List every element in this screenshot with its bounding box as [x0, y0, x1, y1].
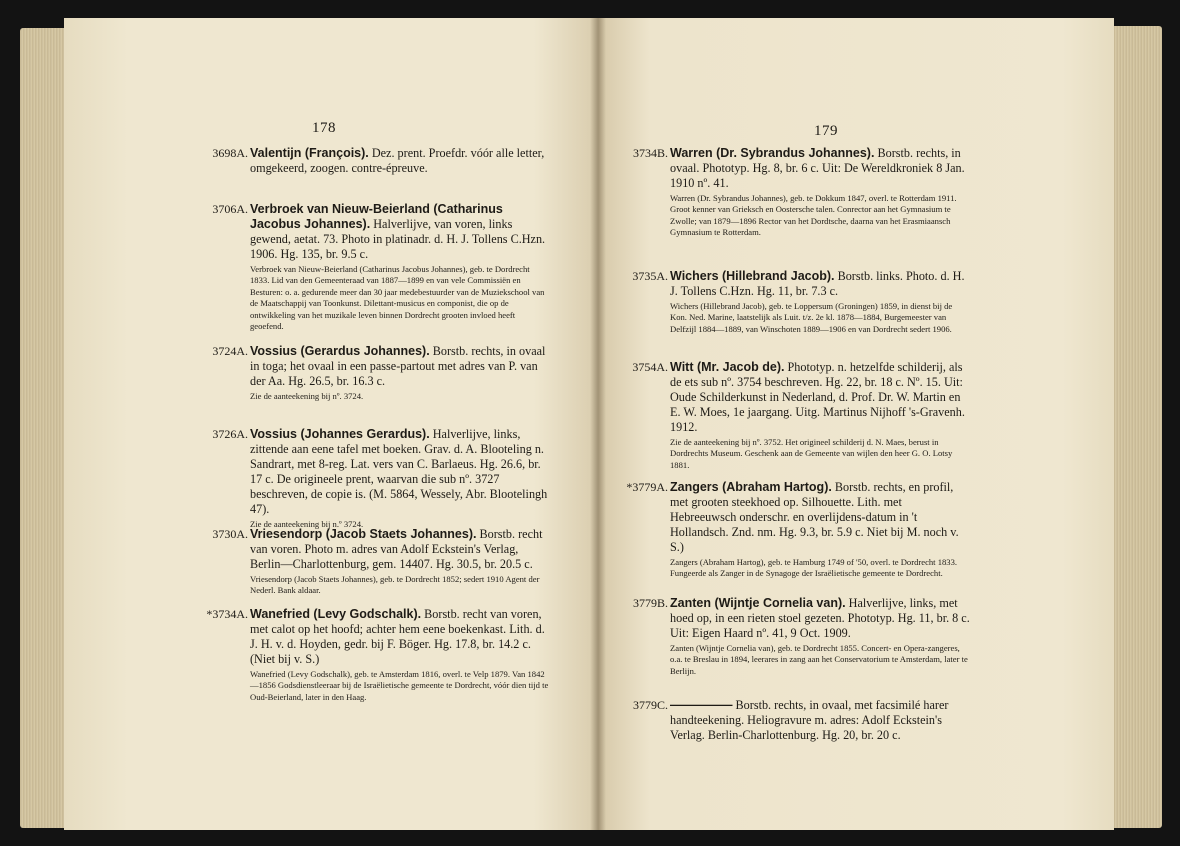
entry-body: Halverlijve, van voren, links gewend, aetat. 73. Photo in platinadr. d. H. J. Tollens C.Hzn. 1906. Hg. 135, br. 9.5 c. [250, 217, 546, 261]
entry-body: Borstb. rechts, in ovaal, met facsimilé harer handteekening. Heliogravure m. adres: Adolf Eckstein's Verlag. Berlin-Charlottenburg. Hg. 20, br. 20 c. [670, 698, 949, 742]
entry-note: Zanten (Wijntje Cornelia van), geb. te Dordrecht 1855. Concert- en Opera-zangeres, o.a. te Breslau in 1894, leerares in zang aan het Conservatorium te Amsterdam, later te Berlijn. [670, 643, 968, 676]
entry-head: Vossius (Gerardus Johannes). [250, 344, 430, 358]
catalog-entry [206, 607, 550, 703]
entry-head: Warren (Dr. Sybrandus Johannes). [670, 146, 875, 160]
entry-head: Vriesendorp (Jacob Staets Johannes). [250, 527, 477, 541]
right-page-edges [1112, 26, 1162, 828]
entry-body: Borstb. rechts, in ovaal. Phototyp. Hg. 8, br. 6 c. Uit: De Wereldkroniek 8 Jan. 1910 nº. 41. [670, 146, 965, 190]
entry-note: Vriesendorp (Jacob Staets Johannes), geb. te Dordrecht 1852; sedert 1910 Agent der Nederl. Bank aldaar. [250, 574, 540, 596]
catalog-entry [632, 360, 970, 471]
entry-number: 3726A. [212, 427, 248, 441]
entry-head: Wanefried (Levy Godschalk). [250, 607, 422, 621]
entry-note: Warren (Dr. Sybrandus Johannes), geb. te Dokkum 1847, overl. te Rotterdam 1911. Groot kenner van Grieksch en Oostersche talen. Conrector aan het Gymnasium te Zwolle; van 1879—1896 Rector van het Dordtsche, daarna van het Erasmiaansch Gymnasium te Rotterdam. [670, 193, 957, 238]
entry-note: Zie de aanteekening bij nº. 3724. [250, 391, 364, 401]
catalog-entry [212, 202, 550, 332]
entry-body: Halverlijve, links, met hoed op, in een rieten stoel gezeten. Phototyp. Hg. 11, br. 8 c. Uit: Eigen Haard nº. 41, 9 Oct. 1909. [670, 596, 970, 640]
entry-number: *3734A. [206, 607, 248, 621]
catalog-entry [212, 146, 550, 176]
entry-head: Vossius (Johannes Gerardus). [250, 427, 430, 441]
entry-number: 3706A. [212, 202, 248, 216]
catalog-entry [212, 427, 550, 530]
entry-note: Zie de aanteekening bij n.º 3724. [250, 519, 364, 529]
entry-body: Borstb. rechts, en profil, met grooten steekhoed op. Silhouette. Lith. met Hebreeuwsch onderschr. en overlijdens-datum in 't Hollandsch. Znd. nm. Hg. 9.3, br. 5.9 c. Niet bij M. noch v. S.) [670, 480, 959, 554]
entry-head: Zangers (Abraham Hartog). [670, 480, 832, 494]
book-gutter [590, 18, 606, 830]
entry-note: Verbroek van Nieuw-Beierland (Catharinus Jacobus Johannes), geb. te Dordrecht 1833. Lid van den Gemeenteraad van 1887—1899 en van vele Commissiën en Besturen: o. a. gedurende meer dan 30 jaar medebestuurder van de Muziekschool van de Maatschappij van Toonkunst. Dilettant-musicus en componist, die op de ontwikkeling van het muzikale leven binnen Dordrecht grooten invloed heeft geoefend. [250, 264, 545, 332]
entry-head: ————— [670, 698, 733, 712]
entry-body: Borstb. recht van voren. Photo m. adres van Adolf Eckstein's Verlag, Berlin—Charlottenburg, gem. 14407. Hg. 30.5, br. 20.5 c. [250, 527, 543, 571]
entry-body: Borstb. rechts, in ovaal in toga; het ovaal in een passe-partout met adres van P. van der Aa. Hg. 26.5, br. 16.3 c. [250, 344, 546, 388]
entry-number: 3779B. [632, 596, 668, 610]
left-page [64, 18, 598, 830]
page-number: 178 [312, 120, 336, 136]
entry-number: 3735A. [632, 269, 668, 283]
entry-number: *3779A. [626, 480, 668, 494]
entry-number: 3730A. [212, 527, 248, 541]
entry-head: Valentijn (François). [250, 146, 369, 160]
entry-number: 3724A. [212, 344, 248, 358]
page-number: 179 [814, 123, 838, 139]
entry-head: Wichers (Hillebrand Jacob). [670, 269, 835, 283]
right-page [598, 18, 1114, 830]
catalog-entry [212, 527, 550, 597]
entry-head: Witt (Mr. Jacob de). [670, 360, 785, 374]
entry-number: 3734B. [632, 146, 668, 160]
entry-head: Verbroek van Nieuw-Beierland (Catharinus Jacobus Johannes). [250, 202, 503, 231]
entry-body: Halverlijve, links, zittende aan eene tafel met boeken. Grav. d. A. Blooteling n. Sandrart, met 8-reg. Lat. vers van C. Barlaeus. Hg. 26.6, br. 17 c. De origineele prent, waarvan die sub nº. 3727 beschreven, de copie is. (M. 5864, Wessely, Abr. Blootelingh 47). [250, 427, 548, 516]
catalog-entry [632, 269, 970, 335]
catalog-entry [632, 698, 970, 743]
catalog-entry [212, 344, 550, 402]
entry-head: Zanten (Wijntje Cornelia van). [670, 596, 846, 610]
entry-note: Wanefried (Levy Godschalk), geb. te Amsterdam 1816, overl. te Velp 1879. Van 1842—1856 Godsdienstleeraar bij de Israëlietische gemeente te Dordrecht, vóór dien tijd te Oud-Beierland, later in den Haag. [250, 669, 549, 702]
entry-number: 3754A. [632, 360, 668, 374]
catalog-entry [626, 480, 970, 580]
entry-body: Borstb. links. Photo. d. H. J. Tollens C.Hzn. Hg. 11, br. 7.3 c. [670, 269, 965, 298]
entry-note: Wichers (Hillebrand Jacob), geb. te Loppersum (Groningen) 1859, in dienst bij de Kon. Ned. Marine, laatstelijk als Luit. t/z. 2e kl. 1878—1884, Burgemeester van Delfzijl 1884—1889, van Winschoten 1889—1906 en van Dordrecht sedert 1906. [670, 301, 953, 334]
entry-body: Dez. prent. Proefdr. vóór alle letter, omgekeerd, zoogen. contre-épreuve. [250, 146, 545, 175]
catalog-entry [632, 146, 970, 239]
entry-body: Borstb. recht van voren, met calot op het hoofd; achter hem eene boekenkast. Lith. d. J. H. v. d. Hoyden, gedr. bij F. Böger. Hg. 17.8, br. 14.2 c. (Niet bij v. S.) [250, 607, 545, 666]
entry-note: Zie de aanteekening bij nº. 3752. Het origineel schilderij d. N. Maes, berust in Dordrechts Museum. Geschenk aan de Gemeente van wijlen den heer G. O. Lotsy 1881. [670, 437, 953, 470]
entry-number: 3779C. [632, 698, 668, 712]
entry-note: Zangers (Abraham Hartog), geb. te Hamburg 1749 of '50, overl. te Dordrecht 1833. Fungeerde als Zanger in de Synagoge der Israëlietische gemeente te Dordrecht. [670, 557, 958, 579]
entry-number: 3698A. [212, 146, 248, 160]
catalog-entry [632, 596, 970, 677]
entry-body: Phototyp. n. hetzelfde schilderij, als de ets sub nº. 3754 beschreven. Hg. 22, br. 18 c. Nº. 15. Uit: Oude Schilderkunst in Nederland, d. Prof. Dr. W. Martin en E. W. Moes, 1e jaargang. Uitg. Martinus Nijhoff 's-Gravenh. 1912. [670, 360, 965, 434]
